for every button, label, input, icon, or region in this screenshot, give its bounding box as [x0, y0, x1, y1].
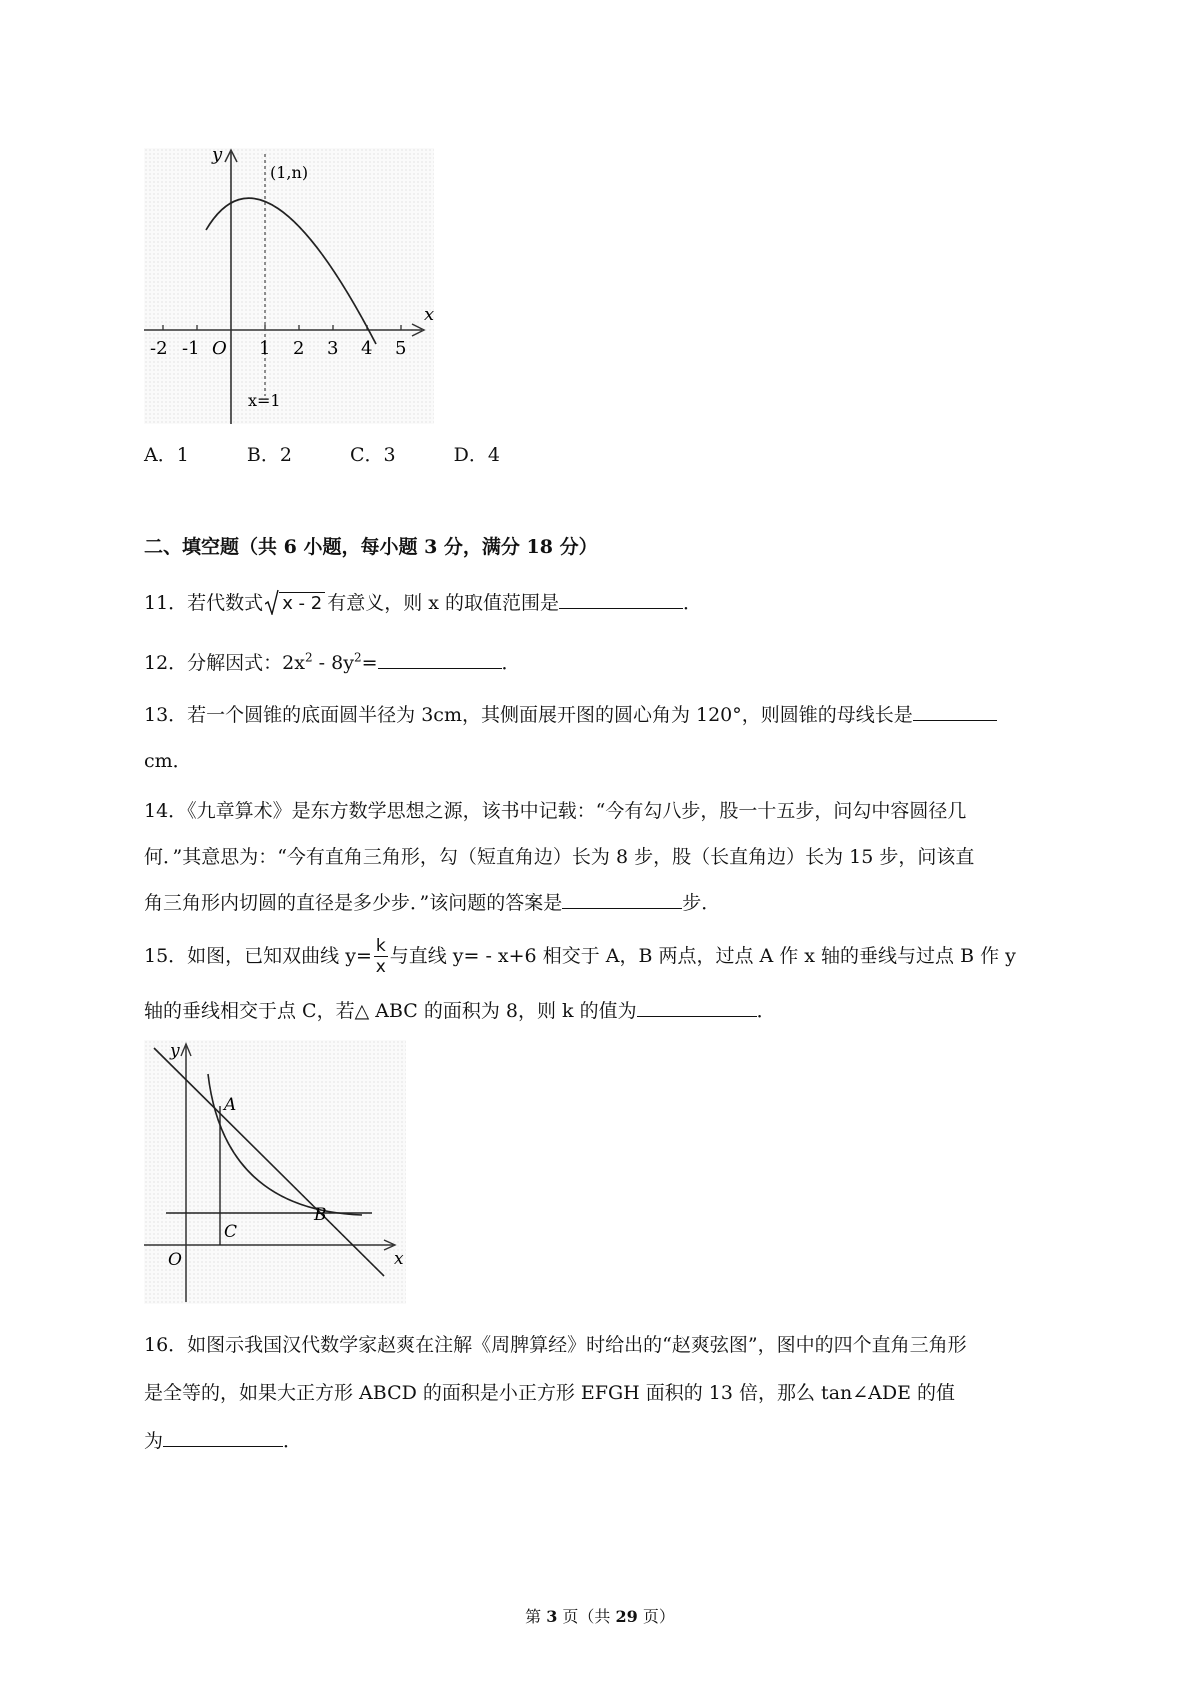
tick-label: 1 [259, 338, 271, 359]
question-12: 12．分解因式：$2x^2 - 8y^2=$ ． [144, 650, 521, 674]
y-axis-label: y [170, 1041, 180, 1061]
x-axis-label: x [424, 304, 434, 325]
tick-label: 5 [395, 338, 407, 359]
page-footer: 第 3 页（共 29 页） [525, 1607, 675, 1626]
question-16-line3: 为 ． [144, 1430, 303, 1452]
fraction-k-over-x: $\frac{k}{x}$ [375, 936, 386, 977]
vertex-label: (1,n) [270, 163, 309, 182]
question-15: 15．如图，已知双曲线 y= $\frac{k}{x}$ 与直线 y= - x+6 相交于 A，B 两点，过点 A 作 x 轴的垂线与过点 B 作 y [144, 936, 1016, 977]
sqrt-expression: x - 2 [265, 592, 325, 614]
x-axis-label: x [394, 1249, 404, 1269]
answer-blank [913, 702, 997, 721]
tick-label: 3 [327, 338, 339, 359]
q10-choices [144, 440, 552, 467]
y-axis-label: y [212, 148, 223, 165]
tick-label: 2 [293, 338, 305, 359]
point-b-label: B [314, 1205, 327, 1225]
question-16-line2: 是全等的，如果大正方形 ABCD 的面积是小正方形 EFGH 面积的 13 倍，那么 tan∠ADE 的值 [144, 1382, 956, 1404]
point-a-label: A [224, 1095, 237, 1115]
page-number: 3 [546, 1607, 558, 1626]
section-heading: 二、填空题（共 6 小题，每小题 3 分，满分 18 分） [144, 536, 598, 558]
symmetry-line-label: x=1 [248, 391, 281, 410]
question-13-line2: cm． [144, 750, 192, 772]
question-13: 13．若一个圆锥的底面圆半径为 3cm，其侧面展开图的圆心角为 120°，则圆锥的母线长是 [144, 700, 997, 727]
choice-b: B．2 [246, 444, 292, 466]
point-c-label: C [224, 1222, 238, 1242]
choice-a: A．1 [144, 444, 189, 466]
answer-blank [562, 890, 682, 909]
tick-label: -2 [150, 338, 168, 359]
hyperbola-figure [144, 1040, 406, 1304]
page-total: 29 [615, 1607, 638, 1626]
origin-label: O [168, 1250, 182, 1270]
question-14: 14．《九章算术》是东方数学思想之源，该书中记载：“今有勾八步，股一十五步，问勾中容圆径几 [144, 800, 967, 822]
tick-label: -1 [182, 338, 200, 359]
question-16: 16．如图示我国汉代数学家赵爽在注解《周脾算经》时给出的“赵爽弦图”，图中的四个直角三角形 [144, 1334, 967, 1356]
tick-label: 4 [361, 338, 373, 359]
question-11: 11．若代数式 x - 2 有意义，则 x 的取值范围是 ． [144, 592, 703, 614]
answer-blank [637, 998, 757, 1017]
origin-label: O [212, 338, 227, 359]
question-14-line2: 何．”其意思为：“今有直角三角形，勾（短直角边）长为 8 步，股（长直角边）长为 15 步，问该直 [144, 846, 975, 868]
answer-blank [378, 650, 502, 669]
question-14-line3: 角三角形内切圆的直径是多少步．”该问题的答案是 步． [144, 892, 721, 914]
straight-line [154, 1048, 384, 1276]
answer-blank [163, 1428, 283, 1447]
question-15-line2: 轴的垂线相交于点 C，若△ ABC 的面积为 8，则 k 的值为 ． [144, 1000, 776, 1022]
answer-blank [559, 590, 683, 609]
choice-c: C．3 [349, 444, 396, 466]
parabola-figure [144, 148, 434, 424]
choice-d: D．4 [453, 444, 500, 466]
